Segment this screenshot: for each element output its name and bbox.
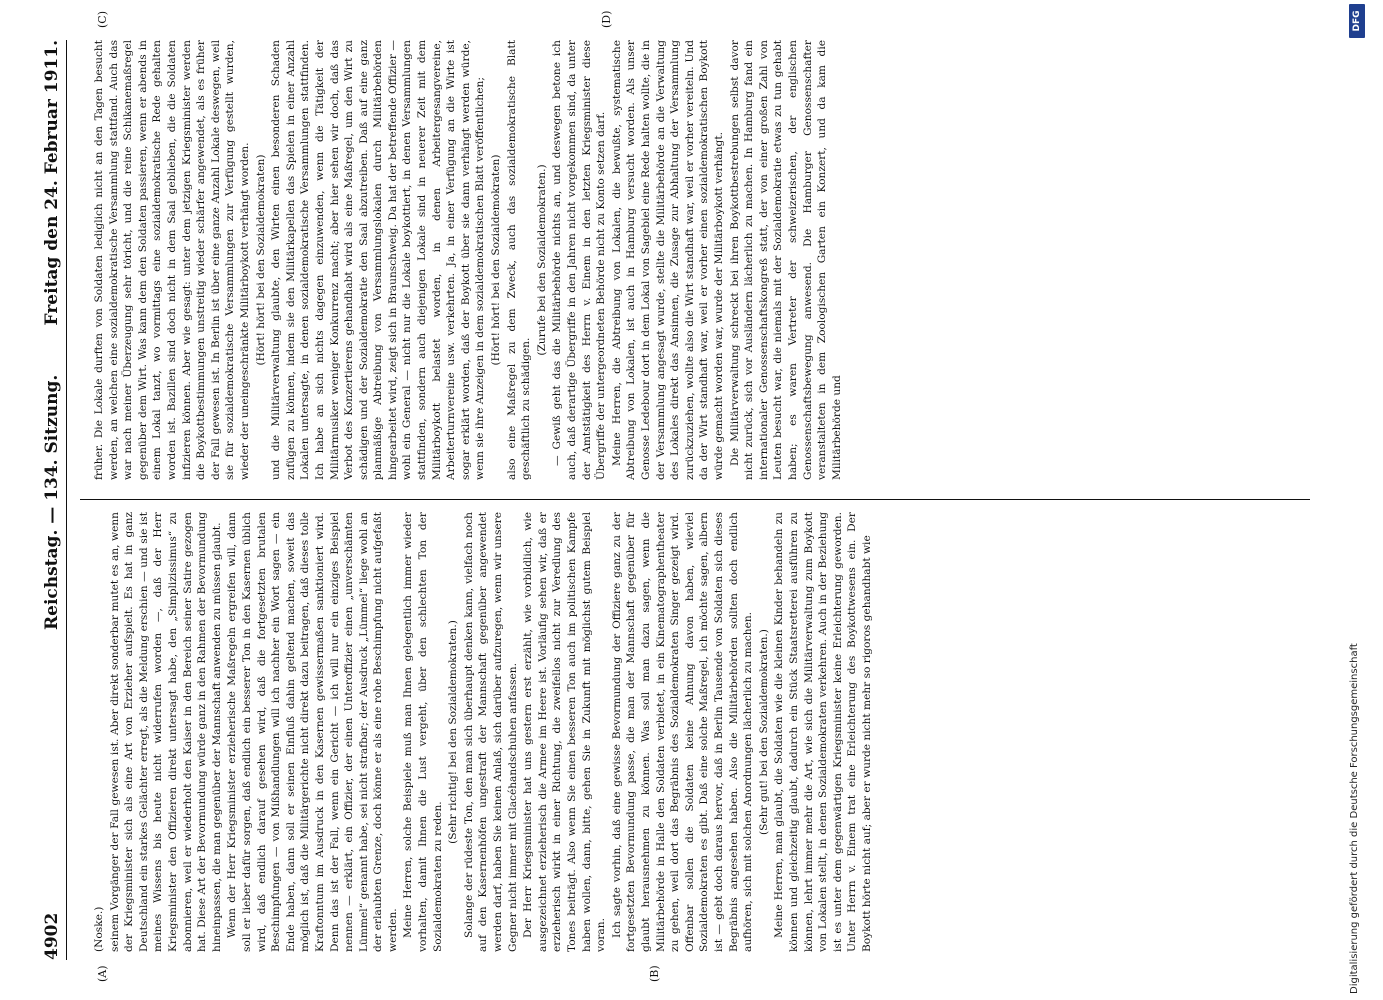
digitization-note xyxy=(1346,6,1364,994)
column-divider xyxy=(80,499,1310,500)
paragraph: seinem Vorgänger der Fall gewesen ist. Aber direkt sonderbar mutet es an, wenn der Kriegsminister sich als eine Art von Erzieher aufspielt. Es hat in ganz Deutschland ein starkes Gelächter erregt, als die Meldung erschien — und sie ist meines Wissens bis heute nicht widerrufen worden —, daß der Herr Kriegsminister den Offizieren direkt untersagt habe, den „Simplizissimus“ zu abonnieren, weil er wiederholt den Kaiser in den Bereich seiner Satire gezogen hat. Diese Art der Bevormundung würde ganz in den Rahmen der Bevormundung hineinpassen, die man gegenüber der Mannschaft anwenden zu müssen glaubt. xyxy=(108,512,223,952)
paragraph: früher. Die Lokale durften von Soldaten lediglich nicht an den Tagen besucht werden, an welchen eine sozialdemokratische Versammlung stattfand. Auch das war nach meiner Überzeugung sehr töricht, und die reine Schikanemaßregel gegenüber dem Wirt. Was kann dem den Soldaten passieren, wenn er abends in einem Lokal tanzt, wo vormittags eine sozialdemokratische Rede gehalten worden ist. Bazillen sind doch nicht in dem Saal geblieben, die die Soldaten infizieren können. Aber wie gesagt: unter dem jetzigen Kriegsminister werden die Boykottbestimmungen unstreitig wieder schärfer angewendet, als es früher der Fall gewesen ist. In Berlin ist über eine ganze Anzahl Lokale deswegen, weil sie für sozialdemokratische Versammlungen zur Verfügung gestellt wurden, wieder der uneingeschränkte Militärboykott verhängt worden. xyxy=(93,40,251,480)
session-date: Freitag den 24. Februar 1911. xyxy=(42,40,62,326)
paragraph: Solange der rüdeste Ton, den man sich überhaupt denken kann, vielfach noch auf den Kasernenhöfen ungestraft der Mannschaft gegenüber angewendet werden darf, haben Sie keinen Anlaß, sich darüber aufzuregen, wenn wir unsere Gegner nicht immer mit Glacéhandschuhen anfassen. xyxy=(462,512,519,952)
paragraph: Ich sagte vorhin, daß eine gewisse Bevormundung der Offiziere ganz zu der fortgesetzten Bevormundung passe, die man der Mannschaft gegenüber für glaubt herausnehmen zu können. Was soll man dazu sagen, wenn die Militärbehörde in Halle den Soldaten verbietet, in ein Kinematographentheater zu gehen, weil dort das Begräbnis des Sozialdemokraten Singer gezeigt wird. Offenbar sollen die Soldaten keine Ahnung davon haben, wieviel Sozialdemokraten es gibt. Daß eine solche Maßregel, ich möchte sagen, albern ist — gebt doch daraus hervor, daß in Berlin Tausende von Soldaten sich dieses Begräbnis angesehen haben. Also die Militärbehörden sollten doch endlich aufhören, sich mit solchen Anordnungen lächerlich zu machen. xyxy=(610,512,755,952)
margin-marker-a: (A) xyxy=(96,965,109,982)
paragraph: Wenn der Herr Kriegsminister erzieherische Maßregeln ergreifen will, dann soll er lieber dafür sorgen, daß endlich ein besserer Ton in den Kasernen üblich wird, daß endlich darauf gesehen wird, daß die fortgesetzten brutalen Beschimpfungen — von Mißhandlungen will ich nachher ein Wort sagen — ein Ende haben, dann soll er seinen Einfluß dahin geltend machen, soweit das möglich ist, daß die Militärgerichte nicht direkt dazu beitragen, daß dieses tolle Kraftonntum im Ausdruck in den Kasernen gewissermaßen sanktioniert wird. Denn das ist der Fall, wenn ein Gericht — ich will nur ein einziges Beispiel nennen — erklärt, ein Offizier, der einen Unteroffizier einen „unverschämten Lümmel“ genannt habe, sei nicht strafbar; der Ausdruck „Lümmel“ liege wohl an der erlaubten Grenze, doch könne er als eine rohe Beschimpfung nicht aufgefaßt werden. xyxy=(226,512,399,952)
paragraph: also eine Maßregel zu dem Zweck, auch das sozialdemokratische Blatt geschäftlich zu schädigen. xyxy=(505,40,533,480)
paragraph: und die Militärverwaltung glaubte, den Wirten einen besonderen Schaden zufügen zu können, indem sie den Militärkapellen das Spielen in einer Anzahl Lokalen untersagte, in denen sozialdemokratische Versammlungen stattfinden. Ich habe an sich nichts dagegen einzuwenden, wenn die Tätigkeit der Militärmusiker weniger Konkurrenz macht; aber hier sehen wir doch, daß das Verbot des Konzertierens gehandhabt wird als eine Maßregel, um den Wirt zu schädigen und der Sozialdemokratie den Saal abzutreiben. Daß auf eine ganz planmäßige Abtreibung von Versammlungslokalen durch Militärbehörden hingearbeitet wird, zeigt sich in Braunschweig. Da hat der betreffende Offizier — wohl ein General — nicht nur die Lokale boykottiert, in denen Versammlungen stattfinden, sondern auch diejenigen Lokale sind in neuerer Zeit mit dem Militärboykott belastet worden, in denen Arbeitergesangvereine, Arbeiterturnvereine usw. verkehrten. Ja, in einer Verfügung an die Wirte ist sogar erklärt worden, daß der Boykott über sie dann verhängt werden würde, wenn sie ihre Anzeigen in dem sozialdemokratischen Blatt veröffentlichen; xyxy=(270,40,487,480)
session-title: Reichstag. — 134. Sitzung. xyxy=(42,374,62,630)
speaker-name: (Noske.) xyxy=(93,906,105,952)
paragraph: Der Herr Kriegsminister hat uns gestern erst erzählt, wie vorbildlich, wie ausgezeichnet erzieherisch die Armee im Heere ist. Vorläufig sehen wir, daß er erzieherisch wirkt in einer Richtung, die zweifellos nicht zur Veredlung des Tones beiträgt. Also wenn Sie einen besseren Ton auch im politischen Kampfe haben wollen, dann, bitte, gehen Sie in Zukunft mit möglichst gutem Beispiel voran. xyxy=(522,512,608,952)
margin-marker-d: (D) xyxy=(600,10,613,28)
dfg-logo-text: DFG xyxy=(1352,10,1362,32)
interjection: (Zurufe bei den Sozialdemokraten.) xyxy=(535,164,548,356)
margin-marker-c: (C) xyxy=(96,11,109,28)
right-column xyxy=(92,40,1292,480)
paragraph: Die Militärverwaltung schreckt bei ihren Boykottbestrebungen selbst davor nicht zurück, sich vor Ausländern lächerlich zu machen. In Hamburg fand ein internationaler Genossenschaftskongreß statt, der von einer großen Zahl von Leuten besucht war, die niemals mit der Sozialdemokratie etwas zu tun gehabt haben; es waren Vertreter der schweizerischen, der englischen Genossenschaftsbewegung anwesend. Die Hamburger Genossenschafter veranstalteten in dem Zoologischen Garten ein Konzert, und da kam die Militärbehörde und xyxy=(728,40,843,480)
margin-marker-b: (B) xyxy=(648,965,661,982)
page-number: 4902 xyxy=(42,912,62,960)
page-header xyxy=(42,40,67,960)
paragraph: Meine Herren, solche Beispiele muß man Ihnen gelegentlich immer wieder vorhalten, damit Ihnen die Lust vergeht, über den schlechten Ton der Sozialdemokraten zu reden. xyxy=(402,512,444,952)
interjection: (Hört! hört! bei den Sozialdemokraten) xyxy=(490,154,503,366)
left-column xyxy=(92,512,1292,952)
paragraph: — Gewiß geht das die Militärbehörde nichts an, und deswegen betone ich auch, daß derartige Übergriffe in den Jahren nicht vorgekommen sind, da unter der Amtstätigkeit des Herrn v. Einem in den letzten Kriegsminister diese Übergriffe der untergeordneten Behörde nicht zu Konto setzen darf. xyxy=(551,40,608,480)
paragraph: Meine Herren, man glaubt, die Soldaten wie die kleinen Kinder behandeln zu können und gleichzeitig glaubt, dadurch ein Stück Staatsretterei ausführen zu können, lehrt immer mehr die Art, wie sich die Militärverwaltung zum Boykott von Lokalen stellt, in denen Sozialdemokraten verkehren. Auch in der Beziehung ist es unter dem gegenwärtigen Kriegsminister keine Erleichterung geworden. Unter Herrn v. Einem trat eine Erleichterung des Boykottwesens ein. Der Boykott hörte nicht auf; aber er wurde nicht mehr so rigoros gehandhabt wie xyxy=(773,512,873,952)
digitization-note-text: Digitalisierung gefördert durch die Deutsche Forschungsgemeinschaft xyxy=(1349,643,1360,994)
interjection: (Hört! hört! bei den Sozialdemokraten) xyxy=(254,154,267,366)
interjection: (Sehr richtig! bei den Sozialdemokraten.) xyxy=(447,620,460,844)
interjection: (Sehr gut! bei den Sozialdemokraten.) xyxy=(757,629,770,835)
paragraph: Meine Herren, die Abtreibung von Lokalen, die bewußte, systematische Abtreibung von Lokalen, ist auch in Hamburg versucht worden. Als unser Genosse Ledebour dort in dem Lokal von Sagebiel eine Rede halten wollte, die in der Versammlung angesagt wurde, stellte die Militärbehörde an die Verwaltung des Lokales direkt das Ansinnen, die Zusage zur Abhaltung der Versammlung zurückzuziehen, wollte also die Wirt standhaft war, weil er vorher vereiteln. Und da der Wirt standhaft war, weil er vorher einen sozialdemokratischen Boykott würde gemacht worden war, wurde der Militärboykott verhängt. xyxy=(610,40,725,480)
